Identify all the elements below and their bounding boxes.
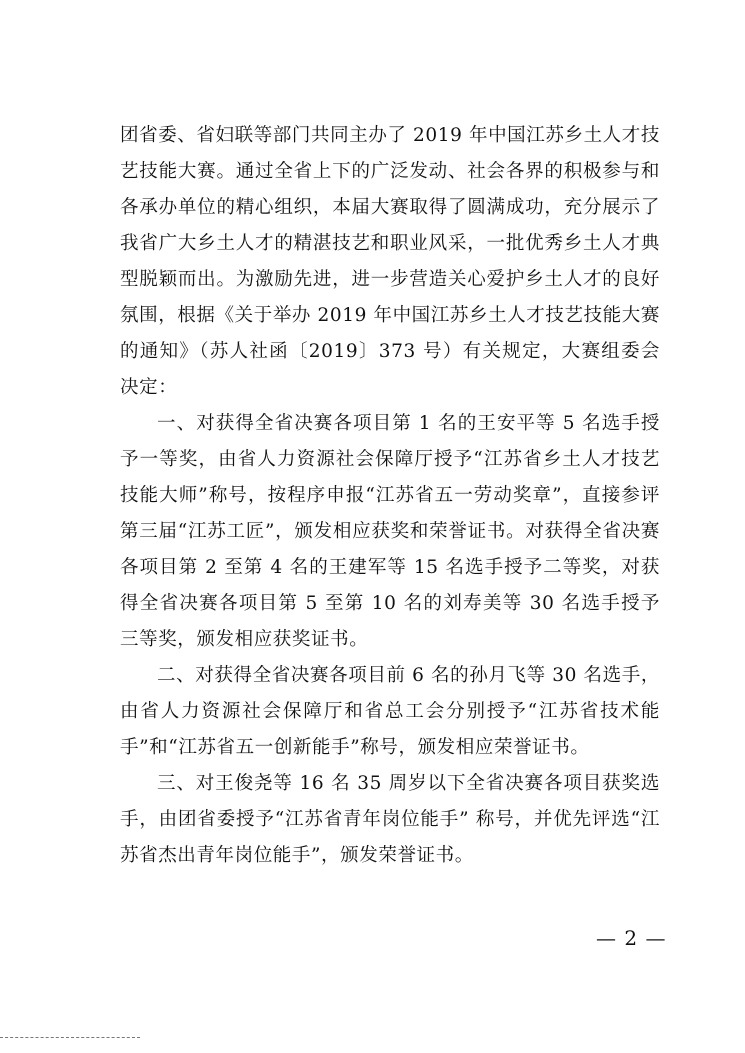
paragraph-item-two: 二、对获得全省决赛各项目前 6 名的孙月飞等 30 名选手，由省人力资源社会保障厅和省总工会分别授予“江苏省技术能手”和“江苏省五一创新能手”称号，颁发相应荣誉证书。 xyxy=(120,665,660,758)
paragraph-item-one: 一、对获得全省决赛各项目第 1 名的王安平等 5 名选手授予一等奖，由省人力资源社会保障厅授予“江苏省乡土人才技艺技能大师”称号，按程序申报“江苏省五一劳动奖章”，直接参评第三届“江苏工匠”，颁发相应获奖和荣誉证书。对获得全省决赛各项目第 2 至第 4 名的王建军等 15 名选手授予二等奖，对获得全省决赛各项目第 5 至第 10 名的刘寿美等 30 名选手授予三等奖，颁发相应获奖证书。 xyxy=(120,413,660,650)
page-number: — 2 — xyxy=(596,926,667,950)
paragraph-intro: 团省委、省妇联等部门共同主办了 2019 年中国江苏乡土人才技艺技能大赛。通过全省上下的广泛发动、社会各界的积极参与和各承办单位的精心组织，本届大赛取得了圆满成功，充分展示了我省广大乡土人才的精湛技艺和职业风采，一批优秀乡土人才典型脱颖而出。为激励先进，进一步营造关心爱护乡土人才的良好氛围，根据《关于举办 2019 年中国江苏乡土人才技艺技能大赛的通知》（苏人社函〔2019〕373 号）有关规定，大赛组委会决定： xyxy=(120,125,660,398)
paragraph-item-three: 三、对王俊尧等 16 名 35 周岁以下全省决赛各项目获奖选手，由团省委授予“江苏省青年岗位能手” 称号，并优先评选“江苏省杰出青年岗位能手”，颁发荣誉证书。 xyxy=(120,773,660,866)
footer-divider xyxy=(0,1037,140,1038)
document-body xyxy=(120,118,660,874)
